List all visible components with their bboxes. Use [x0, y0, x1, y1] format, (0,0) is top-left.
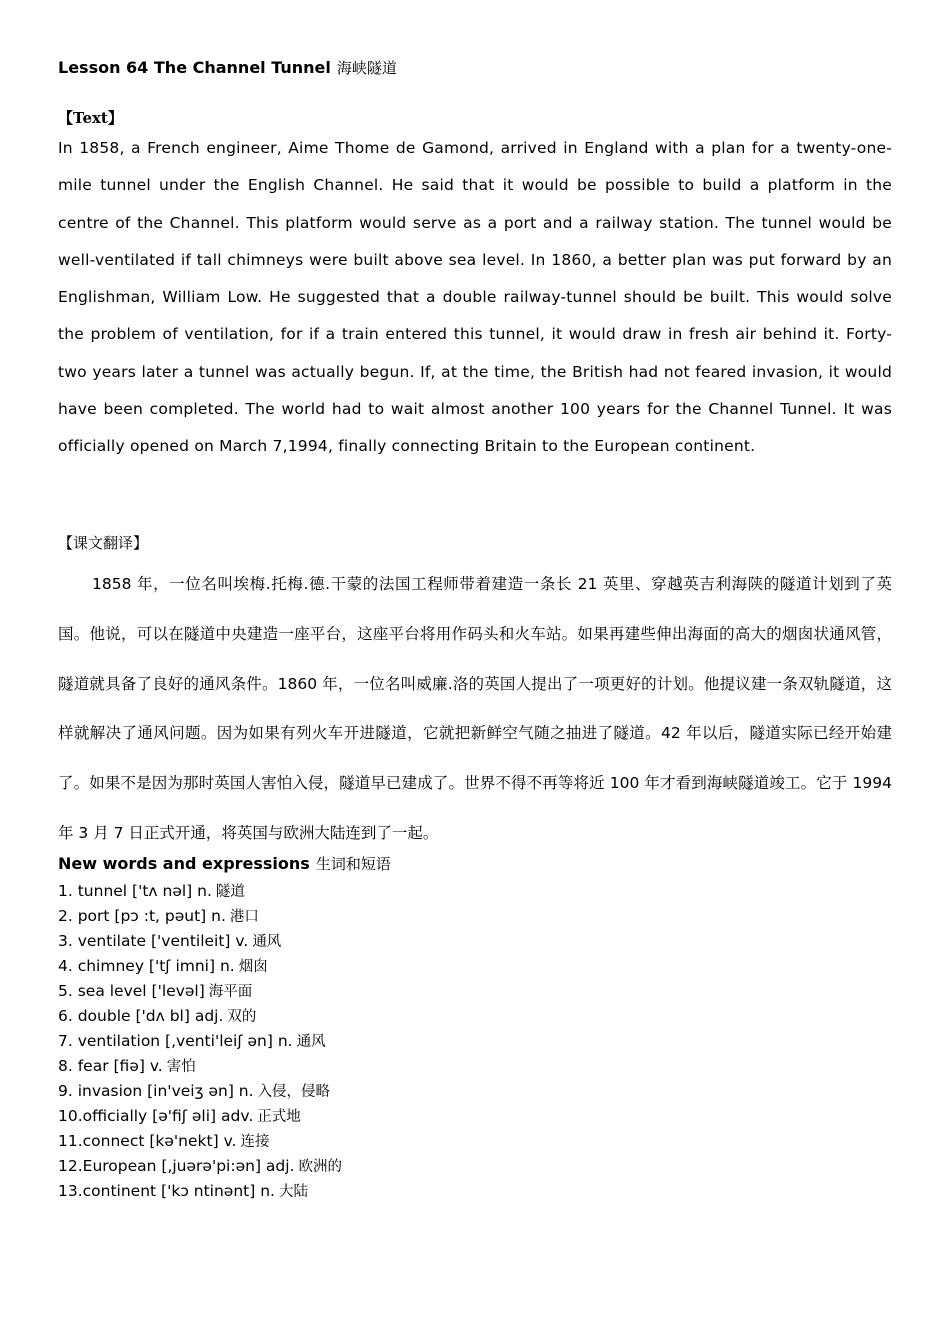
vocab-entry: 10.officially [ə'fiʃ əli] adv.	[58, 1107, 254, 1125]
english-text-body: In 1858, a French engineer, Aime Thome de Gamond, arrived in England with a plan for a twenty-one-mile tunnel under the English Channel. He said that it would be possible to build a platform in the centre of the Channel. This platform would serve as a port and a railway station. The tunnel would be well-ventilated if tall chimneys were built above sea level. In 1860, a better plan was put forward by an Englishman, William Low. He suggested that a double railway-tunnel should be built. This would solve the problem of ventilation, for if a train entered this tunnel, it would draw in fresh air behind it. Forty-two years later a tunnel was actually begun. If, at the time, the British had not feared invasion, it would have been completed. The world had to wait almost another 100 years for the Channel Tunnel. It was officially opened on March 7,1994, finally connecting Britain to the European continent.	[58, 139, 892, 456]
vocab-entry: 13.continent ['kɔ ntinənt] n.	[58, 1182, 275, 1200]
list-item	[58, 904, 342, 929]
vocab-meaning: 正式地	[257, 1109, 301, 1125]
list-item	[58, 1004, 342, 1029]
vocab-entry: 2. port [pɔ :t, pəut] n.	[58, 907, 226, 925]
vocab-meaning: 海平面	[208, 984, 253, 1000]
vocab-meaning: 大陆	[278, 1184, 308, 1200]
vocab-entry: 5. sea level ['levəl]	[58, 982, 205, 1000]
vocab-meaning: 隧道	[215, 884, 245, 900]
list-item	[58, 1029, 342, 1054]
vocab-meaning: 烟囱	[238, 959, 268, 975]
vocab-meaning: 入侵，侵略	[257, 1084, 331, 1100]
list-item	[58, 1154, 342, 1179]
vocab-meaning: 连接	[240, 1134, 270, 1150]
list-item	[58, 929, 342, 954]
vocab-entry: 1. tunnel ['tʌ nəl] n.	[58, 882, 212, 900]
lesson-title	[58, 57, 397, 78]
vocabulary-heading-cn: 生词和短语	[315, 855, 391, 873]
chinese-translation-body: 1858 年，一位名叫埃梅.托梅.德.干蒙的法国工程师带着建造一条长 21 英里、穿越英吉利海陕的隧道计划到了英国。他说，可以在隧道中央建造一座平台，这座平台将用作码头和火车站。如果再建些伸出海面的高大的烟囱状通风管，隧道就具备了良好的通风条件。1860 年，一位名叫威廉.洛的英国人提出了一项更好的计划。他提议建一条双轨隧道，这样就解决了通风问题。因为如果有列火车开进隧道，它就把新鲜空气随之抽进了隧道。42 年以后，隧道实际已经开始建了。如果不是因为那时英国人害怕入侵，隧道早已建成了。世界不得不再等将近 100 年才看到海峡隧道竣工。它于 1994 年 3 月 7 日正式开通，将英国与欧洲大陆连到了一起。	[58, 575, 892, 842]
list-item	[58, 1104, 342, 1129]
lesson-title-cn: 海峡隧道	[336, 59, 397, 77]
vocab-entry: 4. chimney ['tʃ imni] n.	[58, 957, 235, 975]
vocab-entry: 11.connect [kə'nekt] v.	[58, 1132, 237, 1150]
vocab-entry: 7. ventilation [,venti'leiʃ ən] n.	[58, 1032, 293, 1050]
vocabulary-list	[58, 879, 342, 1204]
vocab-entry: 8. fear [fiə] v.	[58, 1057, 163, 1075]
list-item	[58, 1129, 342, 1154]
vocab-entry: 6. double ['dʌ bl] adj.	[58, 1007, 224, 1025]
list-item	[58, 1179, 342, 1204]
vocab-meaning: 通风	[296, 1034, 326, 1050]
lesson-title-en: Lesson 64 The Channel Tunnel	[58, 58, 331, 77]
list-item	[58, 879, 342, 904]
list-item	[58, 979, 342, 1004]
vocab-meaning: 港口	[229, 909, 259, 925]
vocab-meaning: 通风	[252, 934, 282, 950]
vocab-entry: 3. ventilate ['ventileit] v.	[58, 932, 249, 950]
list-item	[58, 954, 342, 979]
vocabulary-heading-en: New words and expressions	[58, 854, 310, 873]
text-section-label: 【Text】	[58, 109, 123, 127]
vocab-meaning: 双的	[227, 1009, 257, 1025]
vocabulary-heading	[58, 853, 391, 874]
list-item	[58, 1079, 342, 1104]
translation-section-label: 【课文翻译】	[58, 534, 149, 552]
vocab-entry: 12.European [,juərə'pi:ən] adj.	[58, 1157, 295, 1175]
vocab-meaning: 欧洲的	[298, 1159, 342, 1175]
list-item	[58, 1054, 342, 1079]
vocab-meaning: 害怕	[166, 1059, 196, 1075]
vocab-entry: 9. invasion [in'veiʒ ən] n.	[58, 1082, 254, 1100]
